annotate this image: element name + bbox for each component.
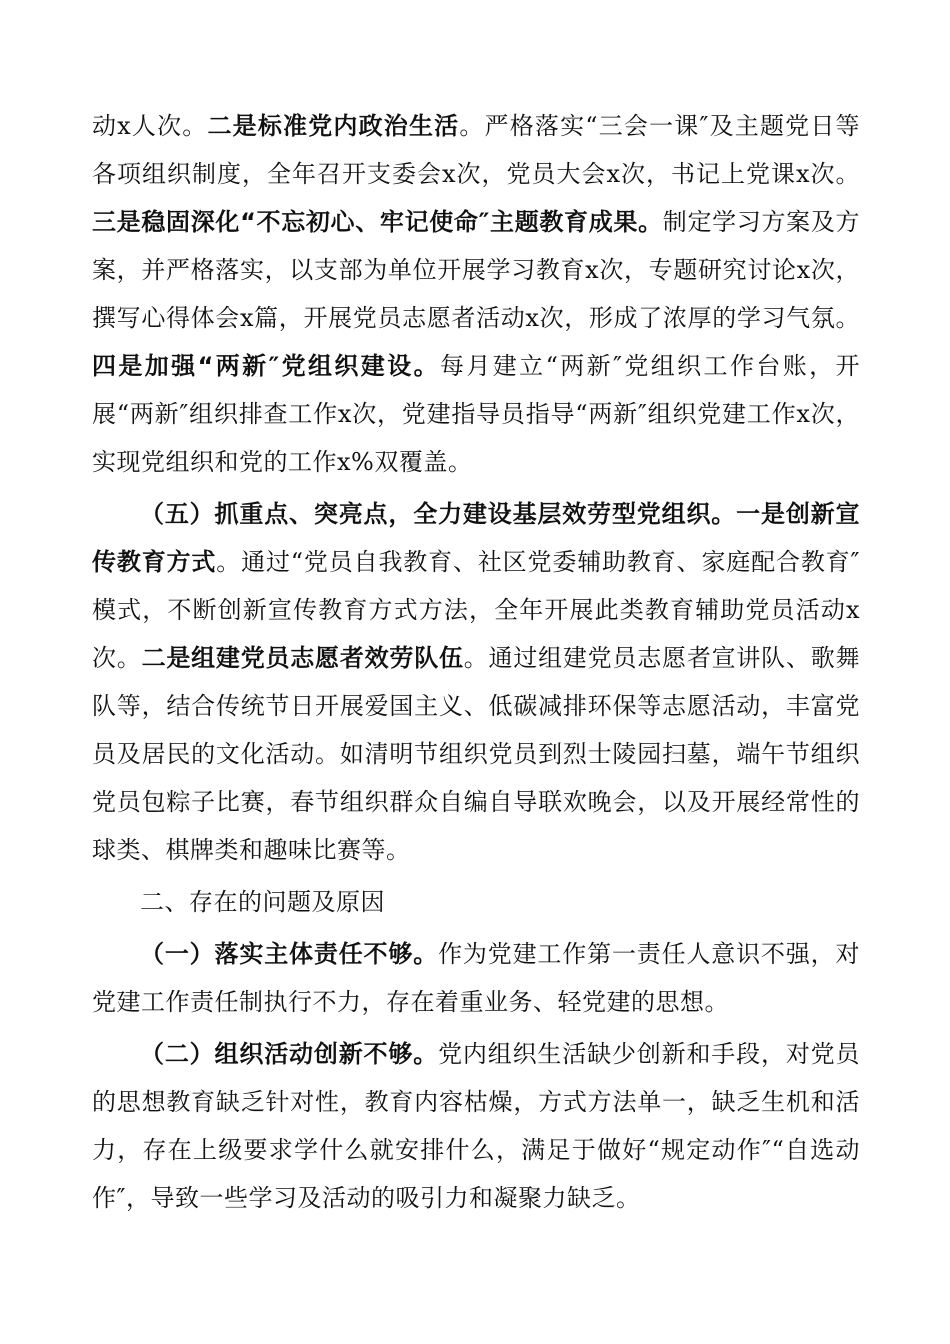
- run: 。严格落实“三会一课″及主题党日等各项组织制度，全年召开支委会x次，党员大会x次，书记上党课x次。: [92, 112, 861, 188]
- run-bold: （五）抓重点、突亮点，全力建设基层效劳型党组织。一是创新宣传教育方式: [92, 500, 860, 576]
- paragraph-problem-two: [92, 1030, 860, 1222]
- document-page: [92, 102, 860, 1222]
- run: 二、存在的问题及原因: [140, 888, 385, 916]
- run-bold: 四是加强“两新″党组织建设。: [92, 352, 440, 380]
- run: 。通过“党员自我教育、社区党委辅助教育、家庭配合教育″模式，不断创新宣传教育方式方法，全年开展此类教育辅助党员活动x次。: [92, 548, 861, 672]
- run-bold: （二）组织活动创新不够。: [140, 1040, 439, 1068]
- run: 。通过组建党员志愿者宣讲队、歌舞队等，结合传统节日开展爱国主义、低碳减排环保等志愿活动，丰富党员及居民的文化活动。如清明节组织党员到烈士陵园扫墓，端午节组织党员包粽子比赛，春节组织群众自编自导联欢晚会，以及开展经常性的球类、棋牌类和趣味比赛等。: [92, 644, 861, 864]
- paragraph-problem-one: [92, 930, 860, 1026]
- section-heading-problems: [92, 878, 860, 926]
- run: 制定学习方案及方案，并严格落实，以支部为单位开展学习教育x次，专题研究讨论x次，撰写心得体会x篇，开展党员志愿者活动x次，形成了浓厚的学习气氛。: [92, 208, 861, 332]
- run: 作为党建工作第一责任人意识不强，对党建工作责任制执行不力，存在着重业务、轻党建的思想。: [92, 940, 861, 1016]
- paragraph-party-life: [92, 102, 860, 486]
- run-bold: 三是稳固深化“不忘初心、牢记使命″主题教育成果。: [92, 208, 663, 236]
- run-bold: 二是标准党内政治生活: [207, 112, 460, 140]
- run-bold: 二是组建党员志愿者效劳队伍: [141, 644, 464, 672]
- run: 党内组织生活缺少创新和手段，对党员的思想教育缺乏针对性，教育内容枯燥，方式方法单一，缺乏生机和活力，存在上级要求学什么就安排什么，满足于做好“规定动作″“自选动作″，导致一些学习及活动的吸引力和凝聚力缺乏。: [92, 1040, 861, 1212]
- run: 动x人次。: [92, 112, 208, 140]
- paragraph-section-five: [92, 490, 860, 874]
- run-bold: （一）落实主体责任不够。: [140, 940, 439, 968]
- run: 每月建立“两新″党组织工作台账，开展“两新″组织排查工作x次，党建指导员指导“两新″组织党建工作x次，实现党组织和党的工作x%双覆盖。: [92, 352, 861, 476]
